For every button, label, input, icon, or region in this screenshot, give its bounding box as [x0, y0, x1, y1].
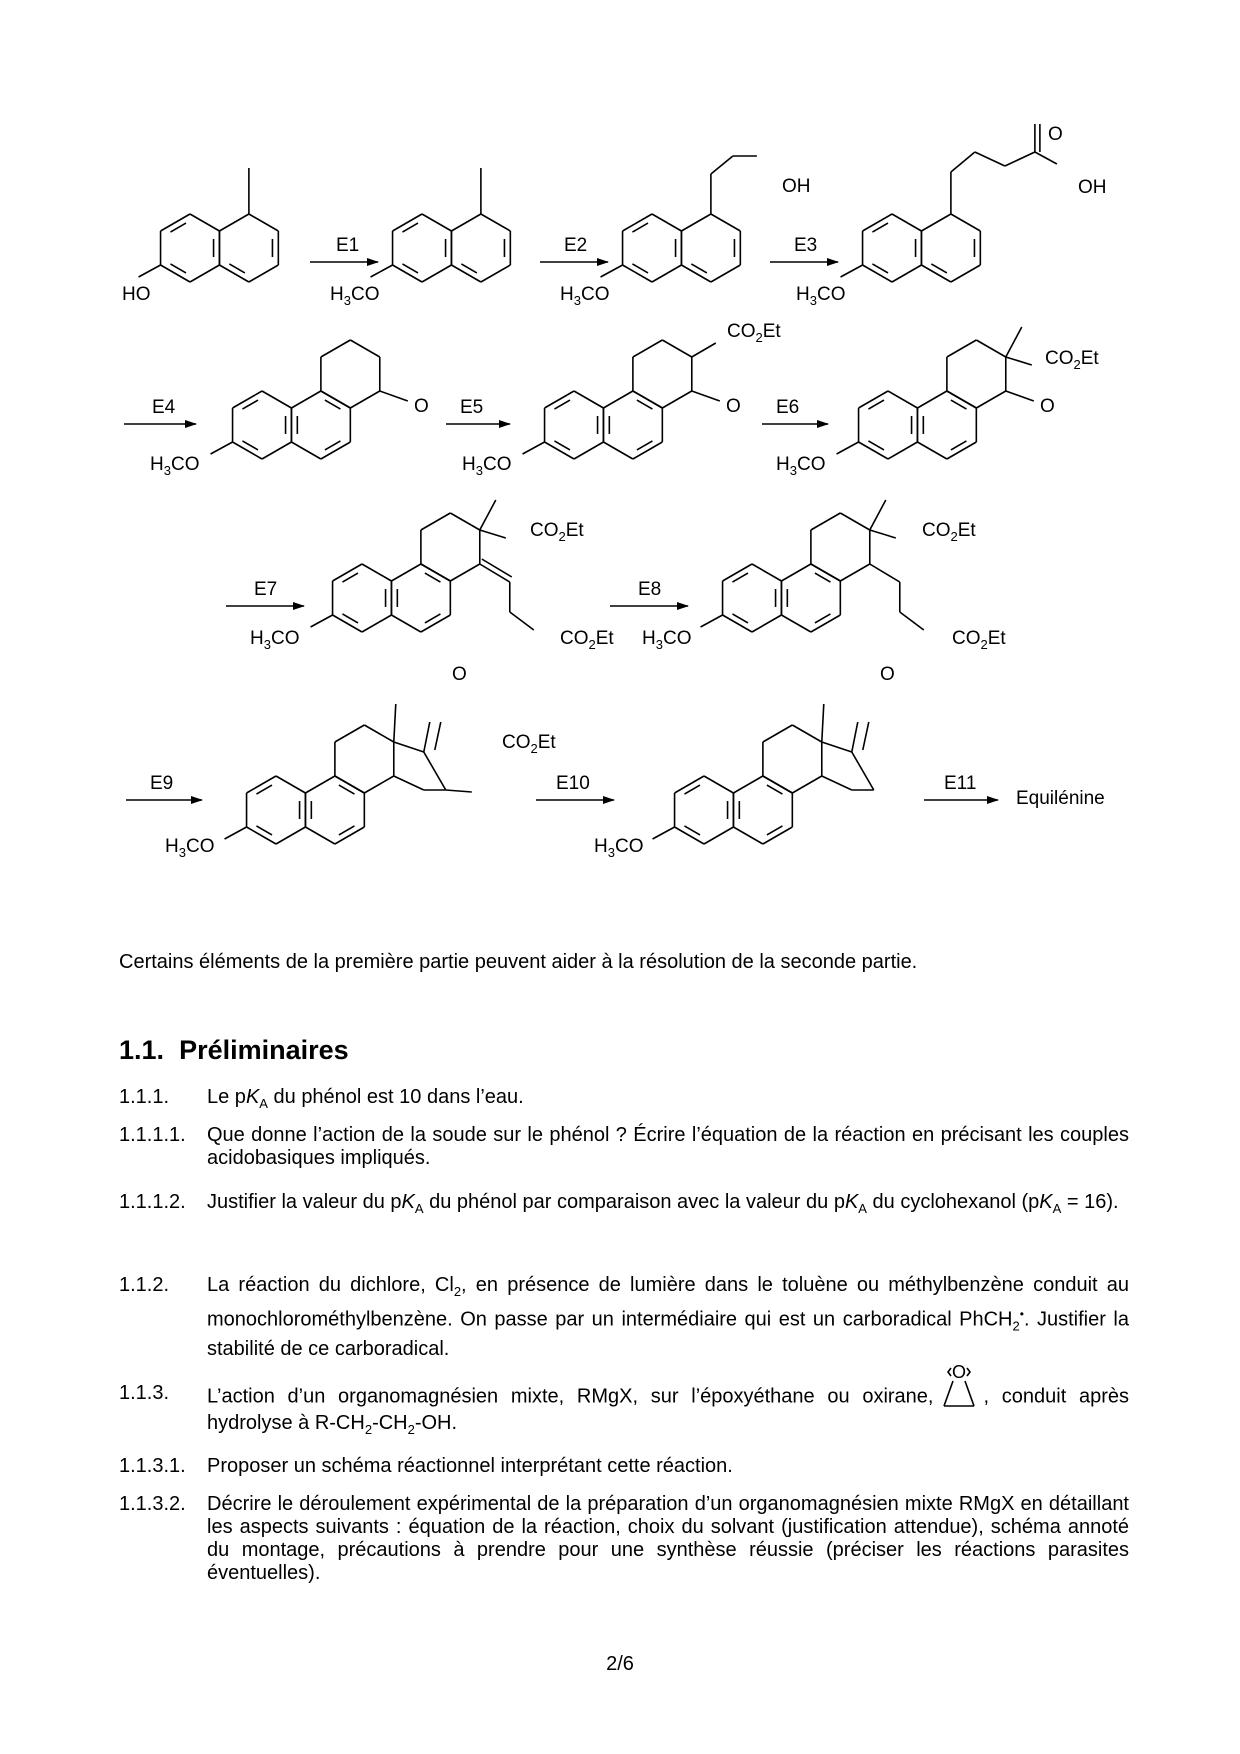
step-label: E7: [254, 579, 278, 600]
question-number: 1.1.2.: [119, 1274, 170, 1296]
methoxy-label: $H_3CO$: [462, 454, 512, 478]
question-text: Que donne l’action de la soude sur le phénol ? Écrire l’équation de la réaction en précisant les couples acidobasiques impliqués.: [207, 1124, 1129, 1169]
methoxy-label: $H_3CO$: [165, 836, 215, 860]
oxirane-structure: [938, 1362, 980, 1412]
scheme-labels: [122, 124, 1107, 860]
ketoester-steroid-molecule: [225, 704, 472, 844]
oxo-label: O: [1040, 396, 1055, 417]
methoxy-label: $H_3CO$: [250, 628, 300, 652]
hydroxyl-label: OH: [1078, 177, 1107, 198]
step-label: E2: [564, 235, 588, 256]
butanoic-acid-molecule: [841, 124, 1057, 282]
molecule-structures: [139, 124, 1057, 844]
ester-label: $CO_2Et$: [502, 732, 556, 756]
oxo-label: O: [1048, 124, 1063, 145]
ester-label: $CO_2Et$: [1045, 348, 1099, 372]
ketoester-molecule: [523, 340, 720, 459]
ester-label: $CO_2Et$: [727, 321, 781, 345]
question-1-1-1: [119, 1086, 1129, 1115]
question-number: 1.1.1.: [119, 1086, 170, 1108]
ester-label: $CO_2Et$: [530, 520, 584, 544]
question-text: Justifier la valeur du $pK_A$ du phénol par comparaison avec la valeur du $pK_A$ du cyclohexanol $(pK_A = 16)$.: [207, 1191, 1119, 1216]
question-1-1-1-1: [119, 1124, 1129, 1170]
question-1-1-3-1: [119, 1455, 1129, 1478]
methoxy-label: $H_3CO$: [594, 836, 644, 860]
hydroxyethyl-naphthalene-molecule: [601, 156, 757, 282]
section-number: 1.1.: [119, 1035, 165, 1065]
tetralone-molecule: [211, 340, 408, 459]
question-1-1-3: [119, 1362, 1129, 1441]
product-label: Equilénine: [1016, 788, 1105, 809]
oxo-label: O: [726, 396, 741, 417]
question-text: La réaction du dichlore, $Cl_2$, en présence de lumière dans le toluène ou méthylbenzène conduit au monochlorométhylbenzène. On passe par un intermédiaire qui est un carboradical PhCH$_2$•. Justifier la stabilité de ce carboradical.: [207, 1274, 1129, 1360]
question-number: 1.1.3.2.: [119, 1493, 186, 1515]
methoxy-label: $H_3CO$: [330, 284, 380, 308]
ester-label: $CO_2Et$: [922, 520, 976, 544]
section-heading: [119, 1035, 349, 1066]
question-text: Proposer un schéma réactionnel interprétant cette réaction.: [207, 1455, 733, 1477]
step-label: E1: [336, 235, 360, 256]
alkylidene-diester-molecule: [311, 500, 534, 632]
question-1-1-1-2: [119, 1191, 1129, 1220]
step-label: E3: [794, 235, 818, 256]
question-number: 1.1.1.1.: [119, 1124, 186, 1146]
methoxy-naphthalene-molecule: [371, 168, 511, 282]
question-text: Le $pK_A$ du phénol est 10 dans l’eau.: [207, 1086, 524, 1111]
hydroxy-label: HO: [122, 284, 151, 305]
oxirane-oxygen-label: O: [951, 1362, 966, 1382]
question-1-1-3-2: [119, 1493, 1129, 1585]
intro-paragraph: Certains éléments de la première partie peuvent aider à la résolution de la seconde partie.: [119, 951, 918, 973]
step-label: E4: [152, 397, 176, 418]
diester-molecule: [701, 500, 924, 632]
hydroxyl-label: OH: [782, 176, 811, 197]
methoxy-label: $H_3CO$: [150, 454, 200, 478]
methoxy-label: $H_3CO$: [560, 284, 610, 308]
step-label: E9: [150, 773, 174, 794]
oxo-label: O: [414, 396, 429, 417]
question-text: Décrire le déroulement expérimental de la préparation d’un organomagnésien mixte RMgX en détaillant les aspects suivants : équation de la réaction, choix du solvant (justification attendue), schéma annoté du montage, précautions à prendre pour une synthèse réussie (préciser les réactions parasites éventuelles).: [207, 1493, 1129, 1584]
naphthol-molecule: [139, 168, 279, 282]
oxo-label: O: [452, 664, 467, 685]
step-label: E6: [776, 397, 800, 418]
step-label: E8: [638, 579, 662, 600]
question-text-before: L’action d’un organomagnésien mixte, RMgX, sur l’époxyéthane ou oxirane,: [207, 1385, 934, 1408]
step-label: E10: [556, 773, 590, 794]
step-label: E11: [944, 773, 977, 794]
methoxy-label: $H_3CO$: [642, 628, 692, 652]
methyl-ketoester-molecule: [837, 327, 1034, 459]
estrone-type-molecule: [653, 704, 874, 844]
section-title: Préliminaires: [179, 1035, 349, 1065]
methoxy-label: $H_3CO$: [776, 454, 826, 478]
question-number: 1.1.3.1.: [119, 1455, 186, 1477]
question-number: 1.1.1.2.: [119, 1191, 186, 1213]
ester-label: $CO_2Et$: [560, 628, 614, 652]
page-number: 2/6: [606, 1653, 634, 1675]
oxo-label: O: [880, 664, 895, 685]
question-number: 1.1.3.: [119, 1382, 170, 1404]
question-1-1-2: [119, 1274, 1129, 1361]
question-text: L’action d’un organomagnésien mixte, RMgX, sur l’époxyéthane ou oxirane, O , conduit après hydrolyse à $R-CH_2-CH_2-OH$.: [207, 1362, 1129, 1437]
ester-label: $CO_2Et$: [952, 628, 1006, 652]
methoxy-label: $H_3CO$: [796, 284, 846, 308]
step-label: E5: [460, 397, 484, 418]
